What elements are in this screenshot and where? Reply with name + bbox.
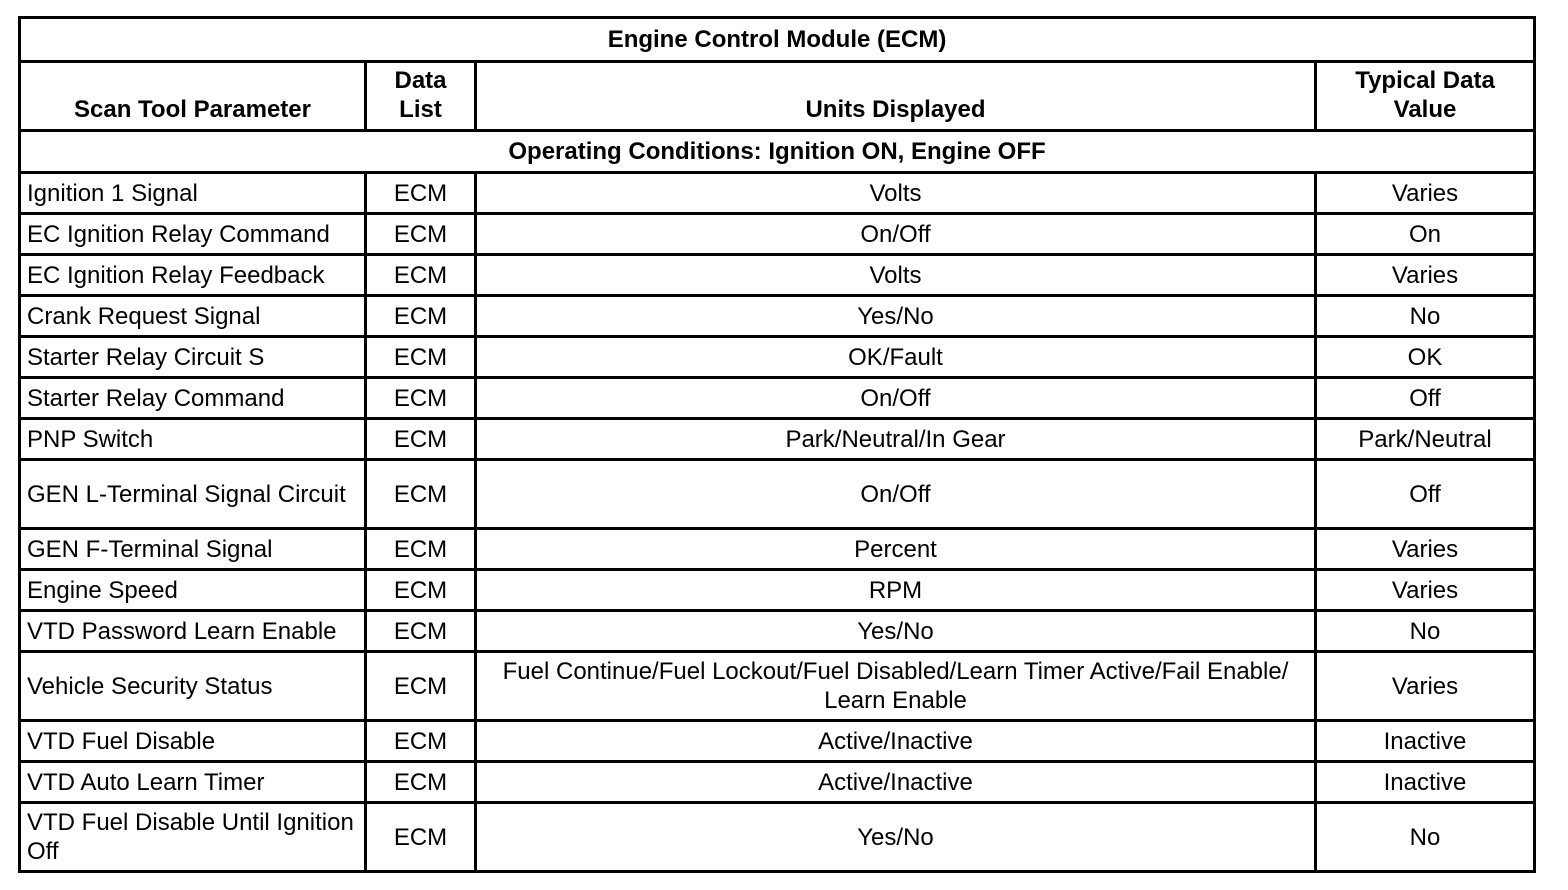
- param-cell: EC Ignition Relay Feedback: [20, 255, 366, 296]
- column-header-units: Units Displayed: [476, 62, 1316, 131]
- param-cell: VTD Auto Learn Timer: [20, 762, 366, 803]
- units-cell: Percent: [476, 529, 1316, 570]
- typical-value-cell: Varies: [1316, 255, 1535, 296]
- data-list-cell: ECM: [366, 255, 476, 296]
- data-list-cell: ECM: [366, 721, 476, 762]
- param-cell: GEN L-Terminal Signal Circuit: [20, 460, 366, 529]
- table-row: [20, 214, 1535, 255]
- typical-value-cell: Off: [1316, 460, 1535, 529]
- units-cell: Yes/No: [476, 611, 1316, 652]
- units-cell: On/Off: [476, 378, 1316, 419]
- data-list-cell: ECM: [366, 296, 476, 337]
- table-row: [20, 570, 1535, 611]
- data-list-cell: ECM: [366, 529, 476, 570]
- column-header-data-list: Data List: [366, 62, 476, 131]
- param-cell: EC Ignition Relay Command: [20, 214, 366, 255]
- param-cell: VTD Fuel Disable Until Ignition Off: [20, 803, 366, 872]
- typical-value-cell: Park/Neutral: [1316, 419, 1535, 460]
- units-cell: OK/Fault: [476, 337, 1316, 378]
- units-cell: Active/Inactive: [476, 721, 1316, 762]
- typical-value-cell: Off: [1316, 378, 1535, 419]
- table-row: [20, 255, 1535, 296]
- typical-value-cell: OK: [1316, 337, 1535, 378]
- data-list-cell: ECM: [366, 214, 476, 255]
- column-header-typical: Typical Data Value: [1316, 62, 1535, 131]
- operating-conditions: Operating Conditions: Ignition ON, Engine OFF: [20, 131, 1535, 173]
- typical-value-cell: On: [1316, 214, 1535, 255]
- data-list-cell: ECM: [366, 460, 476, 529]
- param-cell: Ignition 1 Signal: [20, 173, 366, 214]
- param-cell: Crank Request Signal: [20, 296, 366, 337]
- typical-value-cell: Inactive: [1316, 762, 1535, 803]
- data-list-cell: ECM: [366, 611, 476, 652]
- param-cell: PNP Switch: [20, 419, 366, 460]
- units-cell: On/Off: [476, 214, 1316, 255]
- typical-value-cell: No: [1316, 611, 1535, 652]
- units-cell: Volts: [476, 255, 1316, 296]
- param-cell: VTD Password Learn Enable: [20, 611, 366, 652]
- table-body: [20, 173, 1535, 872]
- table-row: [20, 529, 1535, 570]
- param-cell: GEN F-Terminal Signal: [20, 529, 366, 570]
- data-list-cell: ECM: [366, 378, 476, 419]
- units-cell: Yes/No: [476, 803, 1316, 872]
- units-cell: Active/Inactive: [476, 762, 1316, 803]
- column-header-param: Scan Tool Parameter: [20, 62, 366, 131]
- table-row: [20, 611, 1535, 652]
- typical-value-cell: No: [1316, 803, 1535, 872]
- param-cell: Vehicle Security Status: [20, 652, 366, 721]
- typical-value-cell: Varies: [1316, 652, 1535, 721]
- units-cell: Park/Neutral/In Gear: [476, 419, 1316, 460]
- table-row: [20, 721, 1535, 762]
- data-list-cell: ECM: [366, 173, 476, 214]
- typical-value-cell: Inactive: [1316, 721, 1535, 762]
- table-row: [20, 803, 1535, 872]
- param-cell: Engine Speed: [20, 570, 366, 611]
- data-list-cell: ECM: [366, 762, 476, 803]
- table-title: Engine Control Module (ECM): [20, 18, 1535, 62]
- param-cell: VTD Fuel Disable: [20, 721, 366, 762]
- units-cell: On/Off: [476, 460, 1316, 529]
- units-cell: Yes/No: [476, 296, 1316, 337]
- data-list-cell: ECM: [366, 419, 476, 460]
- table-row: [20, 460, 1535, 529]
- units-cell: RPM: [476, 570, 1316, 611]
- table-row: [20, 378, 1535, 419]
- table-row: [20, 762, 1535, 803]
- data-list-cell: ECM: [366, 803, 476, 872]
- data-list-cell: ECM: [366, 337, 476, 378]
- typical-value-cell: Varies: [1316, 570, 1535, 611]
- param-cell: Starter Relay Command: [20, 378, 366, 419]
- table-row: [20, 173, 1535, 214]
- table-row: [20, 337, 1535, 378]
- param-cell: Starter Relay Circuit S: [20, 337, 366, 378]
- typical-value-cell: No: [1316, 296, 1535, 337]
- table-row: [20, 296, 1535, 337]
- units-cell: Volts: [476, 173, 1316, 214]
- table-row: [20, 419, 1535, 460]
- data-list-cell: ECM: [366, 570, 476, 611]
- data-list-cell: ECM: [366, 652, 476, 721]
- table-row: [20, 652, 1535, 721]
- typical-value-cell: Varies: [1316, 173, 1535, 214]
- units-cell: Fuel Continue/Fuel Lockout/Fuel Disabled/Learn Timer Active/Fail Enable/ Learn Enable: [476, 652, 1316, 721]
- ecm-data-table: [18, 16, 1536, 873]
- typical-value-cell: Varies: [1316, 529, 1535, 570]
